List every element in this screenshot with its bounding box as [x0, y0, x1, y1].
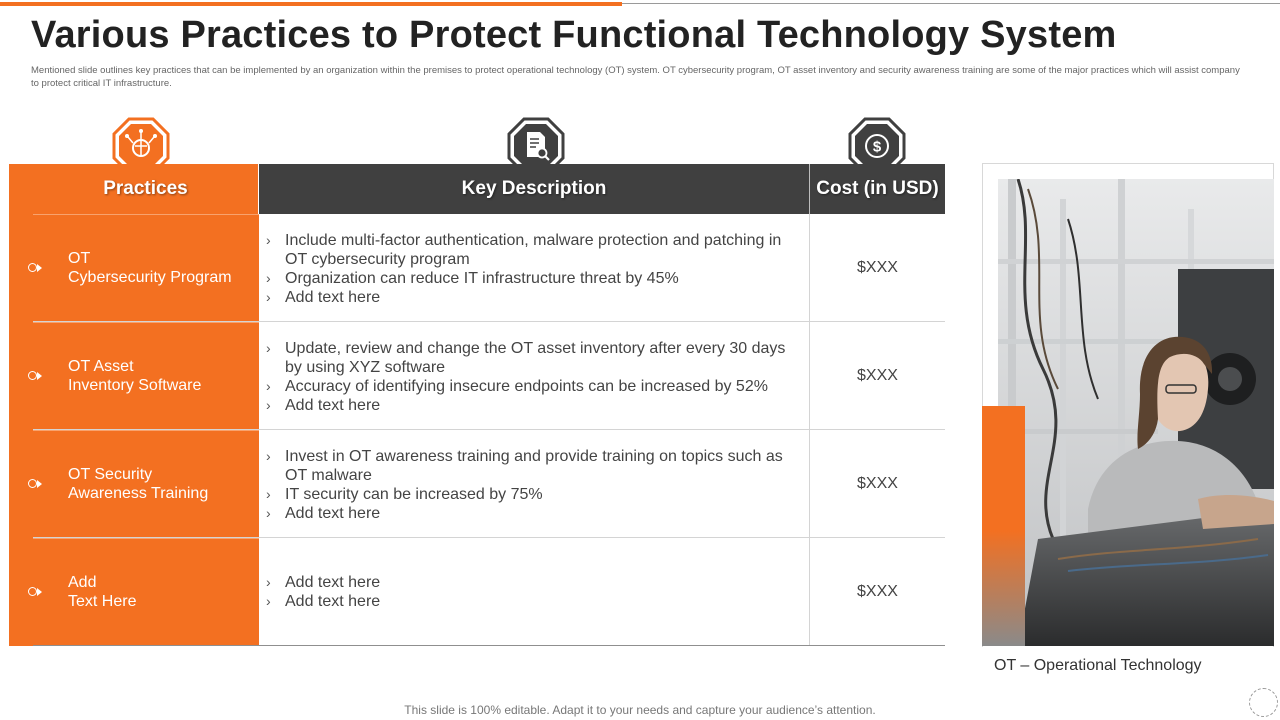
chevron-right-icon: ›	[266, 397, 271, 413]
description-cell	[259, 430, 810, 537]
practice-name-line: Text Here	[68, 593, 137, 610]
chevron-right-icon: ›	[266, 486, 271, 502]
practice-name-line: Inventory Software	[68, 377, 202, 394]
cost-cell: $XXX	[857, 474, 898, 492]
corner-circle-icon	[1249, 688, 1278, 717]
chevron-right-icon: ›	[266, 340, 271, 356]
cost-cell: $XXX	[857, 258, 898, 276]
practice-name-line: Add	[68, 574, 97, 591]
slide-title: Various Practices to Protect Functional Technology System	[31, 14, 1117, 56]
chevron-right-icon: ›	[266, 505, 271, 521]
row-marker-icon	[28, 371, 38, 381]
practice-cell	[33, 214, 259, 321]
table-row	[33, 214, 945, 322]
header-practices: Practices	[33, 164, 259, 214]
table-left-strip	[9, 164, 33, 646]
list-item: › Add text here	[266, 573, 381, 591]
header-key-description: Key Description	[259, 164, 810, 214]
list-item: › Organization can reduce IT infrastructure threat by 45%	[266, 270, 679, 287]
practice-name-line: Awareness Training	[68, 485, 209, 502]
practice-name-line: OT	[68, 250, 91, 267]
description-cell	[259, 214, 810, 321]
list-item: › Add text here	[266, 592, 381, 610]
table-header	[33, 164, 945, 214]
top-accent-bar	[0, 2, 622, 6]
technician-lab-photo	[998, 179, 1274, 646]
practice-cell	[33, 322, 259, 429]
slide-footer: This slide is 100% editable. Adapt it to your needs and capture your audience’s attention.	[404, 703, 876, 717]
list-item: › Include multi-factor authentication, malware protection and patching in OT cybersecurity program	[266, 232, 782, 268]
list-item: › Add text here	[266, 505, 381, 522]
practice-cell	[33, 538, 259, 645]
list-item: › IT security can be increased by 75%	[266, 486, 543, 503]
header-cost: Cost (in USD)	[810, 164, 945, 214]
practice-name-line: Cybersecurity Program	[68, 269, 232, 286]
practices-table	[33, 164, 945, 646]
practice-name-line: OT Asset	[68, 358, 134, 375]
description-cell	[259, 538, 810, 645]
chevron-right-icon: ›	[266, 270, 271, 286]
row-marker-icon	[28, 587, 38, 597]
table-row	[33, 538, 945, 646]
description-cell	[259, 322, 810, 429]
list-item: › Add text here	[266, 397, 381, 414]
chevron-right-icon: ›	[266, 289, 271, 305]
slide-subtitle: Mentioned slide outlines key practices that can be implemented by an organization within the premises to protect operational technology (OT) system. OT cybersecurity program, OT asset inventory and security awareness training are some of the major practices which will assist company to protect critical IT infrastructure.	[31, 65, 1240, 89]
list-item: › Invest in OT awareness training and provide training on topics such as OT malware	[266, 448, 783, 484]
chevron-right-icon: ›	[266, 232, 271, 248]
practice-name-line: OT Security	[68, 466, 153, 483]
list-item: › Accuracy of identifying insecure endpoints can be increased by 52%	[266, 378, 768, 395]
table-row	[33, 322, 945, 430]
list-item: › Add text here	[266, 289, 381, 306]
chevron-right-icon: ›	[266, 573, 271, 590]
image-caption: OT – Operational Technology	[994, 657, 1202, 674]
svg-text:$: $	[872, 138, 882, 156]
practice-cell	[33, 430, 259, 537]
chevron-right-icon: ›	[266, 592, 271, 609]
chevron-right-icon: ›	[266, 448, 271, 464]
row-marker-icon	[28, 263, 38, 273]
table-row	[33, 430, 945, 538]
photo-accent-fade	[982, 530, 1025, 646]
list-item: › Update, review and change the OT asset inventory after every 30 days by using XYZ software	[266, 340, 786, 376]
cost-cell: $XXX	[857, 366, 898, 384]
row-marker-icon	[28, 479, 38, 489]
cost-cell: $XXX	[857, 582, 898, 600]
chevron-right-icon: ›	[266, 378, 271, 394]
